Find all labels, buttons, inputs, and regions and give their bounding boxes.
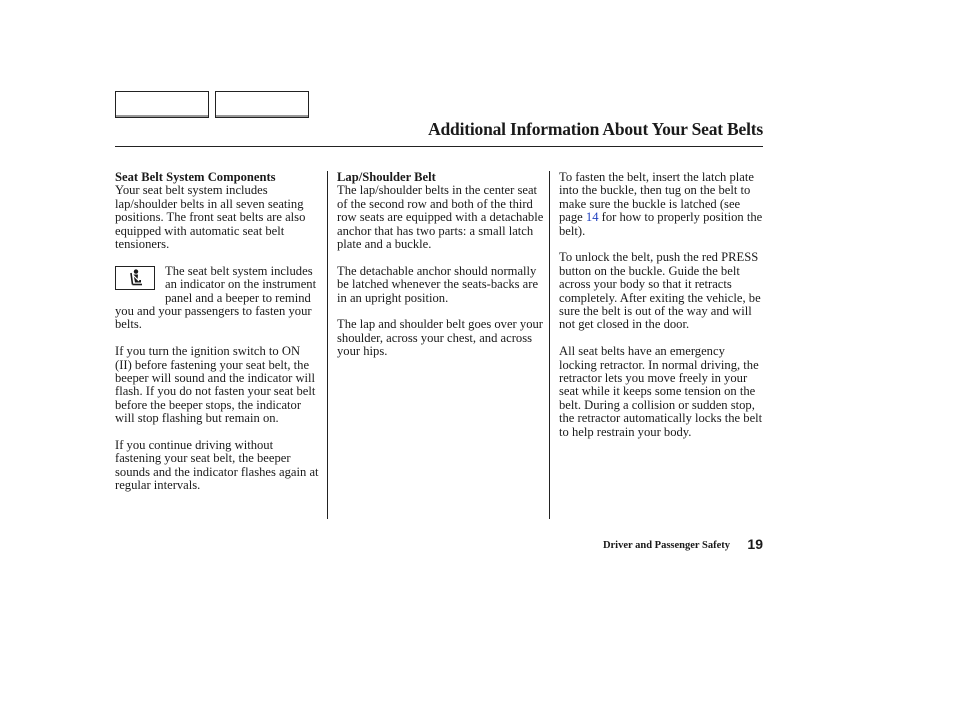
paragraph-text: for how to properly position the belt). — [559, 210, 763, 238]
paragraph — [115, 439, 319, 493]
column-divider — [327, 171, 328, 519]
paragraph-text: All seat belts have an emergency locking retractor. In normal driving, the retractor lets you move freely in your seat while it keeps some tension on the belt. During a collision or sudden stop, the retractor automatically locks the belt to help restrain your body. — [559, 344, 763, 439]
paragraph — [559, 251, 764, 331]
paragraph-text: To unlock the belt, push the red PRESS button on the buckle. Guide the belt across your body so that it retracts completely. After exiting the vehicle, be sure the belt is out of the way and will not get closed in the door. — [559, 250, 761, 332]
paragraph-text: To fasten the belt, insert the latch plate into the buckle, then tug on the belt to make sure the buckle is latched (see page — [559, 170, 754, 225]
title-divider — [115, 146, 763, 147]
column-fastening-instructions — [559, 171, 764, 452]
paragraph-text: The lap/shoulder belts in the center seat of the second row and both of the third row seats are equipped with a detachable anchor that has two parts: a small latch plate and a buckle. — [337, 183, 544, 252]
nav-button-previous[interactable] — [115, 91, 209, 118]
column-lap-shoulder-belt — [337, 171, 545, 372]
paragraph-text: The lap and shoulder belt goes over your shoulder, across your chest, and across your hips. — [337, 317, 543, 359]
column-seat-belt-components — [115, 171, 319, 506]
paragraph-text: The detachable anchor should normally be latched whenever the seats-backs are in an upright position. — [337, 263, 539, 305]
paragraph — [559, 171, 764, 238]
section-heading: Seat Belt System Components — [115, 170, 276, 184]
paragraph — [337, 171, 545, 251]
paragraph-text: If you turn the ignition switch to ON (II) before fastening your seat belt, the beeper will sound and the indicator will flash. If you do not fasten your seat belt before the beeper stops, the indicator will stop flashing but remain on. — [115, 344, 316, 426]
paragraph-text: The seat belt system includes an indicator on the instrument panel and a beeper to remind you and your passengers to fasten your belts. — [115, 263, 317, 332]
page-title: Additional Information About Your Seat Belts — [428, 119, 763, 139]
section-label: Driver and Passenger Safety — [602, 540, 730, 551]
paragraph — [559, 345, 764, 439]
paragraph — [337, 318, 545, 358]
paragraph — [337, 265, 545, 305]
column-divider — [549, 171, 550, 519]
page-link[interactable]: 14 — [585, 210, 599, 225]
paragraph-text: If you continue driving without fastening your seat belt, the beeper sounds and the indicator flashes again at regular intervals. — [115, 438, 319, 493]
section-heading: Lap/Shoulder Belt — [337, 170, 436, 184]
seat-belt-reminder-icon — [115, 266, 155, 290]
indicator-note — [115, 265, 319, 332]
paragraph — [115, 171, 319, 251]
paragraph-text: Your seat belt system includes lap/shoulder belts in all seven seating positions. The front seat belts are also equipped with automatic seat belt tensioners. — [115, 183, 306, 252]
page-number: 19 — [747, 536, 763, 552]
paragraph — [115, 345, 319, 425]
nav-button-next[interactable] — [215, 91, 309, 118]
